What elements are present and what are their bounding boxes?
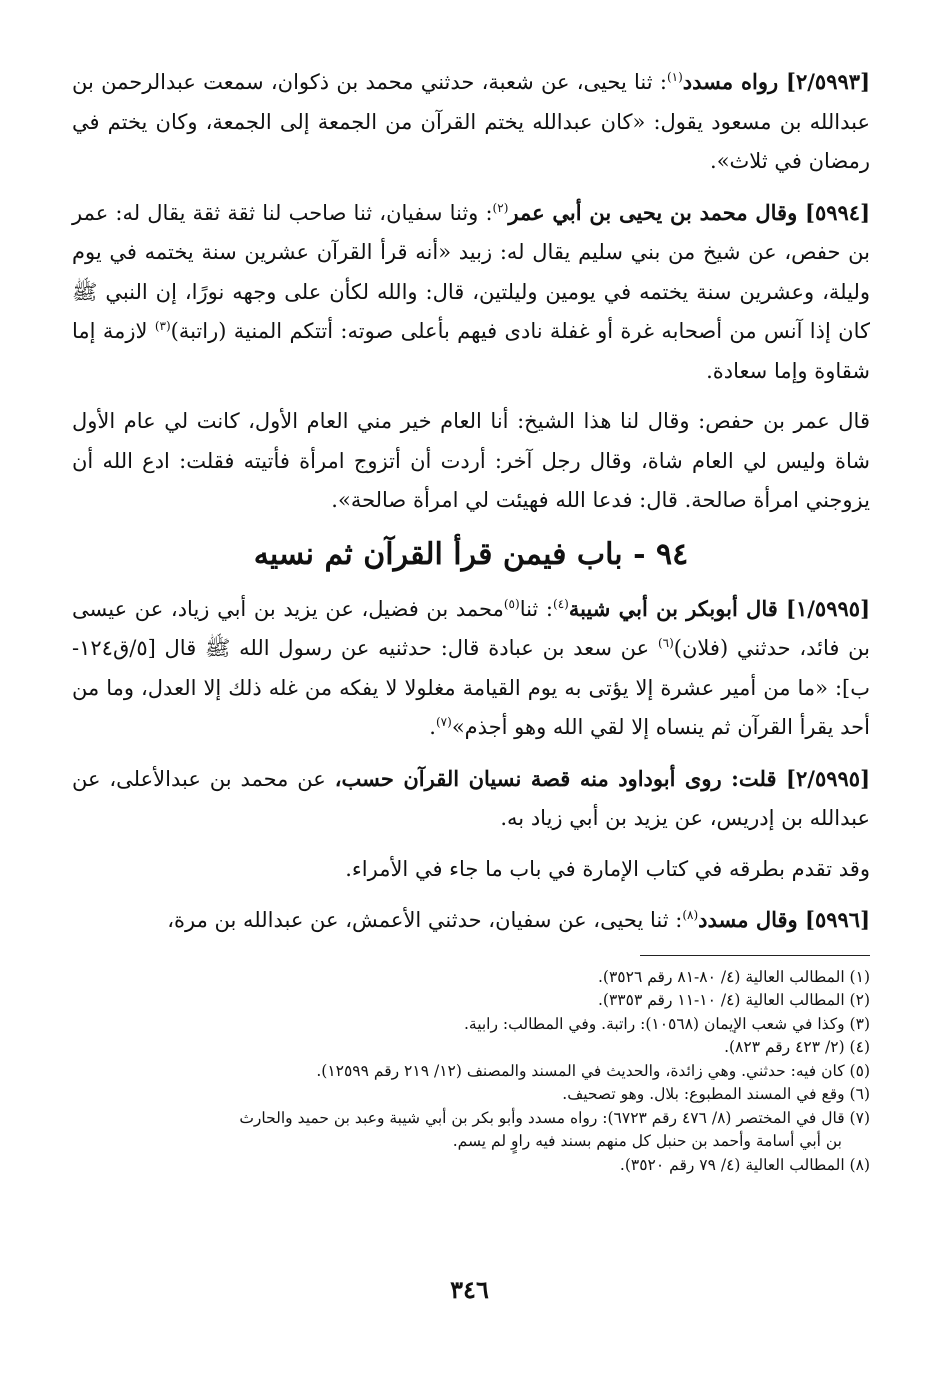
- footnote-ref: (٤): [553, 596, 569, 611]
- footnote-ref: (٧): [435, 715, 452, 729]
- hadith-text: لازمة إما شقاوة وإما سعادة.: [72, 319, 870, 383]
- narration-umar: [72, 402, 870, 521]
- hadith-text: وقد تقدم بطرقه في كتاب الإمارة في باب ما جاء في الأمراء.: [345, 856, 870, 881]
- hadith-text: محمد بن فضيل، عن يزيد بن أبي زياد، عن عيسى بن فائد، حدثني (فلان): [72, 596, 870, 660]
- hadith-text: عن محمد بن عبدالأعلى، عن عبدالله بن إدريس، عن يزيد بن أبي زياد به.: [72, 766, 870, 830]
- footnote-5: (٥) كان فيه: حدثني. وهي زائدة، والحديث في المسند والمصنف (١٢/ ٢١٩ رقم ١٢٥٩٩).: [316, 1061, 870, 1080]
- hadith-head: [٢/٥٩٩٥] قلت: روى أبوداود منه قصة نسيان القرآن حسب،: [334, 765, 871, 791]
- footnote-2: (٢) المطالب العالية (٤/ ١٠-١١ رقم ٣٣٥٣).: [598, 991, 870, 1009]
- footnote-6: (٦) وقع في المسند المطبوع: بلال. وهو تصحيف.: [562, 1085, 870, 1103]
- hadith-text: .: [429, 715, 436, 739]
- footnote-divider: [640, 955, 870, 956]
- hadith-head: [٥٩٩٦] وقال مسدد: [698, 907, 870, 932]
- page-number: ٣٤٦: [450, 1275, 489, 1304]
- hadith-5995-1: [72, 589, 870, 748]
- footnote-ref: (٣): [154, 319, 171, 333]
- cross-reference: [72, 850, 870, 890]
- hadith-text: : ثنا يحيى، عن شعبة، حدثني محمد بن ذكوان، سمعت عبدالرحمن بن عبدالله بن مسعود يقول: «كان عبدالله يختم القرآن من الجمعة إلى الجمعة، وكان يختم في رمضان في ثلاث».: [72, 70, 870, 173]
- footnote-8: (٨) المطالب العالية (٤/ ٧٩ رقم ٣٥٢٠).: [619, 1155, 870, 1174]
- hadith-5995-2: [72, 759, 870, 839]
- chapter-heading: ٩٤ - باب فيمن قرأ القرآن ثم نسيه: [253, 536, 689, 572]
- footnote-ref: (١): [666, 70, 683, 84]
- hadith-text: قال عمر بن حفص: وقال لنا هذا الشيخ: أنا العام خير مني العام الأول، كانت لي عام الأول شاة وليس لي العام شاة، وقال رجل آخر: أردت أن أتزوج امرأة فأتيته فقلت: ادع الله أن يزوجني امرأة صالحة. قال: فدعا الله فهيئت لي امرأة صالحة».: [72, 409, 870, 512]
- footnote-7-continued: بن أبي أسامة وأحمد بن حنبل كل منهم بسند فيه راوٍ لم يسم.: [452, 1132, 842, 1150]
- hadith-text: : ثنا يحيى، عن سفيان، حدثني الأعمش، عن عبدالله بن مرة،: [167, 908, 683, 932]
- hadith-5993-2: [72, 62, 870, 182]
- hadith-text: عن سعد بن عبادة قال: حدثنيه عن رسول الله ﷺ قال [٥/ق١٢٤-ب]: «ما من أمير عشرة إلا يؤتى به يوم القيامة مغلولا لا يفكه من غله ذلك إلا العدل، وما من أحد يقرأ القرآن ثم ينساه إلا لقي الله وهو أجذم»: [72, 636, 870, 739]
- footnote-ref: (٦): [657, 636, 674, 650]
- hadith-text: : ثنا: [519, 596, 553, 621]
- footnote-4: (٤) (٢/ ٤٢٣ رقم ٨٢٣).: [724, 1038, 870, 1056]
- hadith-head: [٢/٥٩٩٣] رواه مسدد: [682, 69, 870, 94]
- hadith-head: [٥٩٩٤] وقال محمد بن يحيى بن أبي عمر: [508, 199, 870, 225]
- hadith-head: [١/٥٩٩٥] قال أبوبكر بن أبي شيبة: [568, 595, 870, 621]
- footnotes: [72, 966, 870, 1178]
- footnote-1: (١) المطالب العالية (٤/ ٨٠-٨١ رقم ٣٥٢٦).: [598, 967, 870, 986]
- hadith-text: : وثنا سفيان، ثنا صاحب لنا ثقة ثقة يقال له: عمر بن حفص، عن شيخ من بني سليم يقال له: زبيد «أنه قرأ القرآن عشرين سنة يختمه في يوم وليلة، وعشرين سنة يختمه في يومين وليلتين، قال: والله لكأن على وجهه نورًا، إن النبي ﷺ كان إذا آنس من أصحابه غرة أو غفلة نادى فيهم بأعلى صوته: أتتكم المنية (راتبة): [72, 200, 870, 343]
- document-page: [72, 62, 870, 1352]
- footnote-3: (٣) وكذا في شعب الإيمان (١٠٥٦٨): راتبة. وفي المطالب: رابية.: [463, 1014, 870, 1033]
- hadith-5996: [72, 900, 870, 941]
- footnote-ref: (٨): [682, 908, 699, 922]
- footnote-ref: (٢): [492, 200, 509, 215]
- hadith-5994: [72, 193, 870, 392]
- footnote-ref: (٥): [503, 596, 520, 611]
- footnote-7: (٧) قال في المختصر (٨/ ٤٧٦ رقم ٦٧٢٣): رواه مسدد وأبو بكر بن أبي شيبة وعبد بن حميد والحارث: [239, 1108, 870, 1127]
